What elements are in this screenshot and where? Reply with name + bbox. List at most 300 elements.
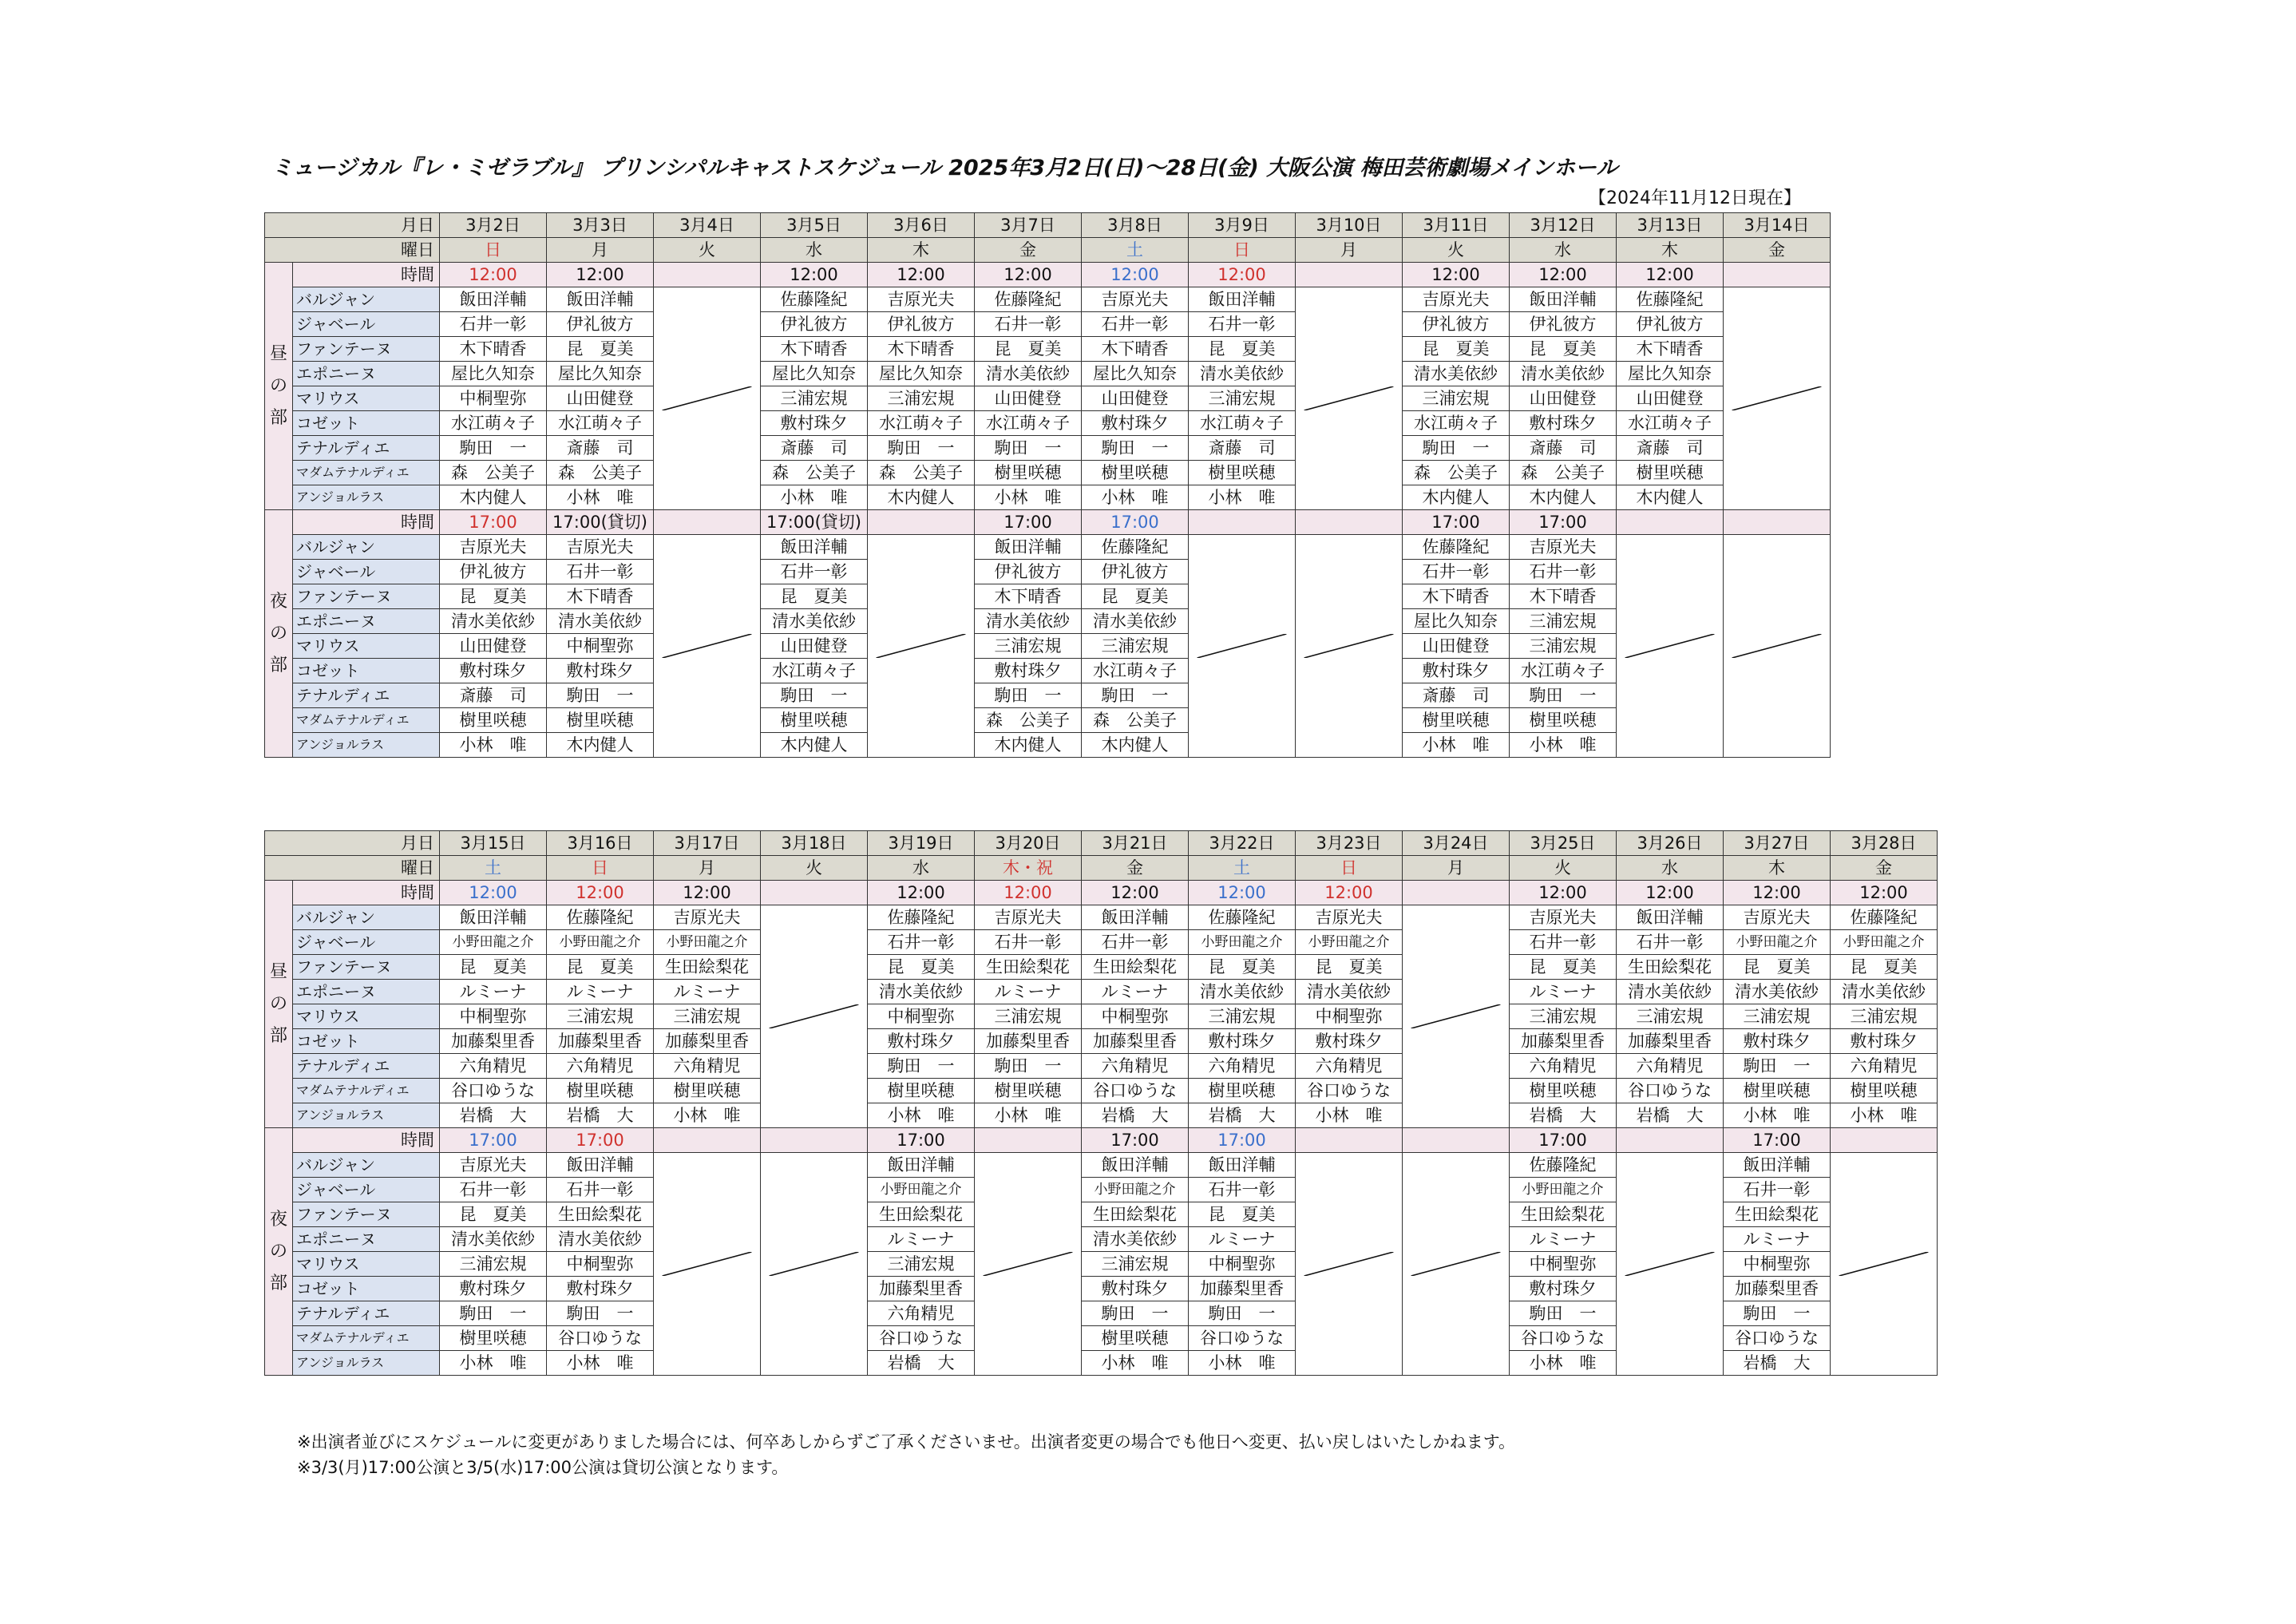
time-cell: 12:00 xyxy=(547,881,654,905)
time-cell: 12:00 xyxy=(868,881,975,905)
cast-cell: 小野田龍之介 xyxy=(1724,930,1831,955)
cast-cell: 吉原光夫 xyxy=(975,905,1082,930)
cast-cell: 飯田洋輔 xyxy=(1510,287,1617,312)
cast-cell: 生田絵梨花 xyxy=(1082,1202,1189,1227)
role-label: コゼット xyxy=(293,411,440,436)
cast-cell: 吉原光夫 xyxy=(547,535,654,560)
cast-cell: 三浦宏規 xyxy=(868,386,975,411)
cast-cell: 昆 夏美 xyxy=(868,955,975,980)
time-cell: 17:00 xyxy=(1082,1128,1189,1153)
cast-cell: 樹里咲穂 xyxy=(1403,708,1510,733)
cast-cell: 飯田洋輔 xyxy=(547,287,654,312)
time-cell xyxy=(761,1128,868,1153)
date-row xyxy=(265,213,1831,238)
cast-cell: 駒田 一 xyxy=(975,683,1082,708)
cast-cell: 石井一彰 xyxy=(1403,560,1510,584)
cast-cell: 木内健人 xyxy=(1617,485,1724,510)
time-cell: 12:00 xyxy=(440,263,547,287)
time-cell: 12:00 xyxy=(1296,881,1403,905)
cast-cell: 森 公美子 xyxy=(761,461,868,485)
cast-cell: 敷村珠夕 xyxy=(1082,1277,1189,1301)
cast-cell: 小野田龍之介 xyxy=(1189,930,1296,955)
cast-cell: 生田絵梨花 xyxy=(975,955,1082,980)
cast-cell: 屋比久知奈 xyxy=(547,362,654,386)
cast-cell: 中桐聖弥 xyxy=(1296,1004,1403,1029)
cast-cell: 三浦宏規 xyxy=(1189,1004,1296,1029)
role-label: マダムテナルディエ xyxy=(293,461,440,485)
weekday-cell: 木 xyxy=(1724,856,1831,881)
time-cell xyxy=(1724,510,1831,535)
cast-cell: 駒田 一 xyxy=(1082,683,1189,708)
cast-cell: 樹里咲穂 xyxy=(761,708,868,733)
cast-cell: 小林 唯 xyxy=(975,1103,1082,1128)
cast-cell: 三浦宏規 xyxy=(1510,634,1617,659)
cast-cell: 中桐聖弥 xyxy=(1189,1252,1296,1277)
cast-row xyxy=(265,980,1938,1004)
cast-cell: 加藤梨里香 xyxy=(1189,1277,1296,1301)
no-performance-cell xyxy=(1403,905,1510,1128)
time-label: 時間 xyxy=(293,1128,440,1153)
date-cell: 3月10日 xyxy=(1296,213,1403,238)
cast-cell: 木下晴香 xyxy=(868,337,975,362)
cast-cell: 中桐聖弥 xyxy=(547,1252,654,1277)
no-performance-slash xyxy=(1617,1252,1723,1276)
cast-cell: 斎藤 司 xyxy=(440,683,547,708)
cast-cell: 岩橋 大 xyxy=(1082,1103,1189,1128)
cast-cell: 樹里咲穂 xyxy=(1724,1079,1831,1103)
cast-cell: 駒田 一 xyxy=(1510,683,1617,708)
weekday-cell: 土 xyxy=(1082,238,1189,263)
cast-cell: 石井一彰 xyxy=(440,1178,547,1202)
cast-cell: 石井一彰 xyxy=(547,1178,654,1202)
cast-cell: 木内健人 xyxy=(547,733,654,758)
role-label: ジャベール xyxy=(293,560,440,584)
weekday-cell: 金 xyxy=(1831,856,1938,881)
cast-cell: 小林 唯 xyxy=(1510,733,1617,758)
cast-cell: 中桐聖弥 xyxy=(1724,1252,1831,1277)
cast-cell: ルミーナ xyxy=(547,980,654,1004)
role-label: コゼット xyxy=(293,659,440,683)
cast-cell: 清水美依紗 xyxy=(1082,1227,1189,1252)
cast-cell: 駒田 一 xyxy=(440,1301,547,1326)
cast-row xyxy=(265,1153,1938,1178)
cast-cell: 石井一彰 xyxy=(761,560,868,584)
cast-cell: 岩橋 大 xyxy=(868,1351,975,1376)
role-label: ファンテーヌ xyxy=(293,337,440,362)
cast-cell: 昆 夏美 xyxy=(547,337,654,362)
note-change-policy: ※出演者並びにスケジュールに変更がありました場合には、何卒あしからずご了承くださいませ。出演者変更の場合でも他日へ変更、払い戻しはいたしかねます。 xyxy=(297,1432,1516,1452)
cast-cell: 中桐聖弥 xyxy=(547,634,654,659)
cast-cell: 駒田 一 xyxy=(761,683,868,708)
time-cell: 12:00 xyxy=(547,263,654,287)
cast-cell: 水江萌々子 xyxy=(761,659,868,683)
cast-cell: 森 公美子 xyxy=(1082,708,1189,733)
date-cell: 3月22日 xyxy=(1189,831,1296,856)
date-row xyxy=(265,831,1938,856)
cast-cell: 敷村珠夕 xyxy=(1403,659,1510,683)
time-cell xyxy=(1403,881,1510,905)
time-cell: 12:00 xyxy=(654,881,761,905)
cast-cell: 生田絵梨花 xyxy=(1510,1202,1617,1227)
cast-cell: 駒田 一 xyxy=(440,436,547,461)
cast-cell: ルミーナ xyxy=(1724,1227,1831,1252)
time-cell: 12:00 xyxy=(1403,263,1510,287)
cast-cell: 飯田洋輔 xyxy=(440,287,547,312)
weekday-cell: 日 xyxy=(1189,238,1296,263)
cast-cell: 敷村珠夕 xyxy=(975,659,1082,683)
cast-cell: 清水美依紗 xyxy=(975,609,1082,634)
cast-cell: 樹里咲穂 xyxy=(440,1326,547,1351)
cast-cell: 岩橋 大 xyxy=(1510,1103,1617,1128)
cast-cell: 伊礼彼方 xyxy=(440,560,547,584)
cast-cell: 加藤梨里香 xyxy=(547,1029,654,1054)
cast-cell: 生田絵梨花 xyxy=(547,1202,654,1227)
role-label: アンジョルラス xyxy=(293,485,440,510)
cast-cell: 生田絵梨花 xyxy=(1724,1202,1831,1227)
time-cell xyxy=(1831,1128,1938,1153)
cast-cell: 石井一彰 xyxy=(1510,930,1617,955)
no-performance-slash xyxy=(1296,1252,1402,1276)
cast-cell: 木下晴香 xyxy=(1617,337,1724,362)
cast-cell: 小野田龍之介 xyxy=(1082,1178,1189,1202)
cast-row xyxy=(265,362,1831,386)
weekday-row xyxy=(265,238,1831,263)
cast-cell: 三浦宏規 xyxy=(975,1004,1082,1029)
cast-cell: 樹里咲穂 xyxy=(547,708,654,733)
time-row xyxy=(265,510,1831,535)
weekday-cell: 水 xyxy=(1617,856,1724,881)
cast-cell: 森 公美子 xyxy=(975,708,1082,733)
note-private-performance: ※3/3(月)17:00公演と3/5(水)17:00公演は貸切公演となります。 xyxy=(297,1458,789,1477)
session-label-text: 昼の部 xyxy=(269,343,287,428)
cast-cell: 木内健人 xyxy=(1082,733,1189,758)
cast-cell: 清水美依紗 xyxy=(1617,980,1724,1004)
cast-row xyxy=(265,683,1831,708)
cast-cell: 清水美依紗 xyxy=(1510,362,1617,386)
cast-cell: 谷口ゆうな xyxy=(868,1326,975,1351)
cast-cell: 昆 夏美 xyxy=(761,584,868,609)
cast-cell: 吉原光夫 xyxy=(1510,535,1617,560)
cast-cell: 昆 夏美 xyxy=(1189,955,1296,980)
cast-cell: 屋比久知奈 xyxy=(1403,609,1510,634)
cast-cell: 森 公美子 xyxy=(547,461,654,485)
time-cell xyxy=(1296,263,1403,287)
weekday-cell: 水 xyxy=(1510,238,1617,263)
cast-row xyxy=(265,1103,1938,1128)
cast-cell: 小林 唯 xyxy=(547,1351,654,1376)
no-performance-cell xyxy=(1296,287,1403,510)
no-performance-cell xyxy=(1403,1153,1510,1376)
cast-cell: 石井一彰 xyxy=(1189,1178,1296,1202)
no-performance-slash xyxy=(1403,1252,1509,1276)
cast-cell: 谷口ゆうな xyxy=(1189,1326,1296,1351)
role-label: マリウス xyxy=(293,1004,440,1029)
weekday-cell: 木 xyxy=(1617,238,1724,263)
cast-cell: 駒田 一 xyxy=(547,683,654,708)
cast-cell: 清水美依紗 xyxy=(1724,980,1831,1004)
cast-row xyxy=(265,584,1831,609)
cast-cell: 樹里咲穂 xyxy=(1189,461,1296,485)
page-title: ミュージカル『レ・ミゼラブル』 プリンシパルキャストスケジュール 2025年3月2日(日)〜28日(金) 大阪公演 梅田芸術劇場メインホール xyxy=(271,156,1618,180)
no-performance-slash xyxy=(1831,1252,1937,1276)
cast-cell: 吉原光夫 xyxy=(1724,905,1831,930)
cast-cell: 小林 唯 xyxy=(1189,485,1296,510)
time-cell xyxy=(761,881,868,905)
cast-cell: 清水美依紗 xyxy=(868,980,975,1004)
cast-row xyxy=(265,535,1831,560)
date-cell: 3月20日 xyxy=(975,831,1082,856)
no-performance-cell xyxy=(1296,1153,1403,1376)
no-performance-slash xyxy=(1724,386,1830,410)
cast-cell: 木内健人 xyxy=(1510,485,1617,510)
cast-cell: ルミーナ xyxy=(1082,980,1189,1004)
cast-cell: 谷口ゆうな xyxy=(440,1079,547,1103)
cast-cell: 六角精児 xyxy=(1510,1054,1617,1079)
month-day-label: 月日 xyxy=(265,213,440,238)
time-cell: 12:00 xyxy=(1617,263,1724,287)
cast-cell: 飯田洋輔 xyxy=(761,535,868,560)
weekday-cell: 月 xyxy=(1296,238,1403,263)
cast-cell: 昆 夏美 xyxy=(547,955,654,980)
cast-row xyxy=(265,659,1831,683)
cast-cell: 吉原光夫 xyxy=(1082,287,1189,312)
cast-cell: 山田健登 xyxy=(761,634,868,659)
cast-cell: 小野田龍之介 xyxy=(440,930,547,955)
cast-cell: 山田健登 xyxy=(1403,634,1510,659)
cast-cell: 佐藤隆紀 xyxy=(547,905,654,930)
cast-cell: 駒田 一 xyxy=(868,1054,975,1079)
date-cell: 3月15日 xyxy=(440,831,547,856)
no-performance-slash xyxy=(1296,634,1402,658)
cast-cell: 樹里咲穂 xyxy=(654,1079,761,1103)
cast-cell: 岩橋 大 xyxy=(440,1103,547,1128)
cast-cell: 生田絵梨花 xyxy=(1082,955,1189,980)
time-cell: 12:00 xyxy=(440,881,547,905)
time-cell xyxy=(1189,510,1296,535)
cast-cell: 樹里咲穂 xyxy=(1510,708,1617,733)
cast-cell: 岩橋 大 xyxy=(1189,1103,1296,1128)
cast-cell: 吉原光夫 xyxy=(1296,905,1403,930)
cast-cell: 山田健登 xyxy=(547,386,654,411)
cast-cell: 六角精児 xyxy=(868,1301,975,1326)
role-label: テナルディエ xyxy=(293,436,440,461)
cast-cell: 清水美依紗 xyxy=(1296,980,1403,1004)
role-label: マリウス xyxy=(293,634,440,659)
cast-row xyxy=(265,1004,1938,1029)
cast-cell: ルミーナ xyxy=(654,980,761,1004)
cast-row xyxy=(265,1054,1938,1079)
time-cell xyxy=(1617,1128,1724,1153)
cast-cell: 木内健人 xyxy=(761,733,868,758)
cast-cell: 屋比久知奈 xyxy=(1082,362,1189,386)
weekday-cell: 水 xyxy=(761,238,868,263)
cast-cell: 加藤梨里香 xyxy=(1510,1029,1617,1054)
cast-cell: 谷口ゆうな xyxy=(1082,1079,1189,1103)
cast-cell: 三浦宏規 xyxy=(1617,1004,1724,1029)
cast-cell: 伊礼彼方 xyxy=(1617,312,1724,337)
no-performance-cell xyxy=(761,905,868,1128)
no-performance-slash xyxy=(1724,634,1830,658)
cast-cell: 伊礼彼方 xyxy=(1510,312,1617,337)
time-cell: 12:00 xyxy=(1189,881,1296,905)
role-label: マダムテナルディエ xyxy=(293,1079,440,1103)
time-cell xyxy=(1296,1128,1403,1153)
cast-cell: 屋比久知奈 xyxy=(761,362,868,386)
cast-cell: 小林 唯 xyxy=(761,485,868,510)
cast-cell: 佐藤隆紀 xyxy=(1082,535,1189,560)
no-performance-cell xyxy=(1189,535,1296,758)
cast-cell: 飯田洋輔 xyxy=(1724,1153,1831,1178)
role-label: バルジャン xyxy=(293,535,440,560)
cast-cell: 森 公美子 xyxy=(1510,461,1617,485)
cast-cell: 小野田龍之介 xyxy=(1831,930,1938,955)
time-label: 時間 xyxy=(293,881,440,905)
weekday-row xyxy=(265,856,1938,881)
cast-cell: 吉原光夫 xyxy=(868,287,975,312)
schedule-table-second-half xyxy=(264,830,1938,1376)
date-cell: 3月26日 xyxy=(1617,831,1724,856)
time-cell: 17:00 xyxy=(440,1128,547,1153)
cast-cell: 小野田龍之介 xyxy=(1510,1178,1617,1202)
cast-cell: 小林 唯 xyxy=(1403,733,1510,758)
cast-cell: 三浦宏規 xyxy=(761,386,868,411)
cast-cell: 小野田龍之介 xyxy=(868,1178,975,1202)
cast-cell: 水江萌々子 xyxy=(440,411,547,436)
cast-cell: 生田絵梨花 xyxy=(1617,955,1724,980)
cast-cell: 昆 夏美 xyxy=(1510,955,1617,980)
cast-cell: 佐藤隆紀 xyxy=(1403,535,1510,560)
cast-cell: 石井一彰 xyxy=(975,930,1082,955)
no-performance-slash xyxy=(1189,634,1295,658)
cast-cell: 駒田 一 xyxy=(547,1301,654,1326)
cast-cell: 水江萌々子 xyxy=(868,411,975,436)
cast-cell: 小林 唯 xyxy=(975,485,1082,510)
cast-cell: 水江萌々子 xyxy=(1189,411,1296,436)
cast-cell: 水江萌々子 xyxy=(1082,659,1189,683)
cast-cell: 小林 唯 xyxy=(1831,1103,1938,1128)
cast-cell: 伊礼彼方 xyxy=(1082,560,1189,584)
cast-cell: 樹里咲穂 xyxy=(1082,1326,1189,1351)
cast-cell: 中桐聖弥 xyxy=(440,1004,547,1029)
cast-cell: 岩橋 大 xyxy=(1724,1351,1831,1376)
cast-cell: 六角精児 xyxy=(654,1054,761,1079)
cast-cell: 吉原光夫 xyxy=(440,535,547,560)
session-label xyxy=(265,510,293,758)
cast-cell: 加藤梨里香 xyxy=(1617,1029,1724,1054)
cast-cell: 小林 唯 xyxy=(1189,1351,1296,1376)
cast-cell: 谷口ゆうな xyxy=(1617,1079,1724,1103)
no-performance-slash xyxy=(761,1004,867,1028)
cast-cell: 飯田洋輔 xyxy=(1189,1153,1296,1178)
cast-cell: 三浦宏規 xyxy=(1724,1004,1831,1029)
weekday-cell: 木・祝 xyxy=(975,856,1082,881)
time-cell: 17:00 xyxy=(1724,1128,1831,1153)
cast-cell: 三浦宏規 xyxy=(440,1252,547,1277)
cast-row xyxy=(265,312,1831,337)
cast-cell: 佐藤隆紀 xyxy=(1831,905,1938,930)
cast-cell: 小野田龍之介 xyxy=(1296,930,1403,955)
weekday-cell: 木 xyxy=(868,238,975,263)
weekday-cell: 金 xyxy=(1724,238,1831,263)
cast-cell: 石井一彰 xyxy=(1510,560,1617,584)
cast-cell: 佐藤隆紀 xyxy=(1617,287,1724,312)
cast-cell: 中桐聖弥 xyxy=(1510,1252,1617,1277)
role-label: マリウス xyxy=(293,1252,440,1277)
cast-cell: 山田健登 xyxy=(440,634,547,659)
time-cell: 12:00 xyxy=(1082,881,1189,905)
cast-cell: 昆 夏美 xyxy=(440,1202,547,1227)
cast-cell: 清水美依紗 xyxy=(1831,980,1938,1004)
cast-cell: 飯田洋輔 xyxy=(975,535,1082,560)
role-label: アンジョルラス xyxy=(293,1103,440,1128)
cast-row xyxy=(265,609,1831,634)
no-performance-cell xyxy=(1617,535,1724,758)
time-cell: 17:00 xyxy=(1403,510,1510,535)
cast-cell: 小野田龍之介 xyxy=(547,930,654,955)
cast-cell: 昆 夏美 xyxy=(975,337,1082,362)
no-performance-cell xyxy=(654,287,761,510)
cast-cell: 三浦宏規 xyxy=(868,1252,975,1277)
cast-cell: 木下晴香 xyxy=(440,337,547,362)
cast-cell: 敷村珠夕 xyxy=(761,411,868,436)
cast-cell: 斎藤 司 xyxy=(1403,683,1510,708)
session-label-text: 昼の部 xyxy=(269,961,287,1046)
date-cell: 3月14日 xyxy=(1724,213,1831,238)
cast-cell: 木下晴香 xyxy=(1082,337,1189,362)
role-label: マダムテナルディエ xyxy=(293,708,440,733)
cast-cell: 敷村珠夕 xyxy=(1189,1029,1296,1054)
cast-cell: 佐藤隆紀 xyxy=(1189,905,1296,930)
date-cell: 3月18日 xyxy=(761,831,868,856)
cast-cell: 三浦宏規 xyxy=(1510,1004,1617,1029)
cast-cell: 佐藤隆紀 xyxy=(761,287,868,312)
date-cell: 3月6日 xyxy=(868,213,975,238)
cast-cell: 中桐聖弥 xyxy=(868,1004,975,1029)
cast-cell: 六角精児 xyxy=(440,1054,547,1079)
role-label: エポニーヌ xyxy=(293,362,440,386)
cast-cell: 清水美依紗 xyxy=(761,609,868,634)
cast-cell: 水江萌々子 xyxy=(1617,411,1724,436)
no-performance-slash xyxy=(654,1252,760,1276)
cast-cell: 昆 夏美 xyxy=(1403,337,1510,362)
time-row xyxy=(265,1128,1938,1153)
date-cell: 3月27日 xyxy=(1724,831,1831,856)
date-cell: 3月2日 xyxy=(440,213,547,238)
cast-cell: 敷村珠夕 xyxy=(440,659,547,683)
weekday-cell: 月 xyxy=(654,856,761,881)
role-label: マリウス xyxy=(293,386,440,411)
cast-cell: 三浦宏規 xyxy=(1082,634,1189,659)
session-label-text: 夜の部 xyxy=(269,591,287,675)
cast-cell: 小野田龍之介 xyxy=(654,930,761,955)
date-cell: 3月12日 xyxy=(1510,213,1617,238)
no-performance-cell xyxy=(1617,1153,1724,1376)
date-cell: 3月3日 xyxy=(547,213,654,238)
no-performance-cell xyxy=(654,1153,761,1376)
cast-cell: 小林 唯 xyxy=(440,1351,547,1376)
cast-cell: 伊礼彼方 xyxy=(1403,312,1510,337)
cast-row xyxy=(265,386,1831,411)
date-cell: 3月19日 xyxy=(868,831,975,856)
date-cell: 3月4日 xyxy=(654,213,761,238)
cast-cell: 駒田 一 xyxy=(868,436,975,461)
cast-cell: ルミーナ xyxy=(1510,980,1617,1004)
cast-row xyxy=(265,708,1831,733)
cast-cell: ルミーナ xyxy=(1189,1227,1296,1252)
time-label: 時間 xyxy=(293,263,440,287)
cast-cell: 敷村珠夕 xyxy=(547,659,654,683)
role-label: エポニーヌ xyxy=(293,1227,440,1252)
